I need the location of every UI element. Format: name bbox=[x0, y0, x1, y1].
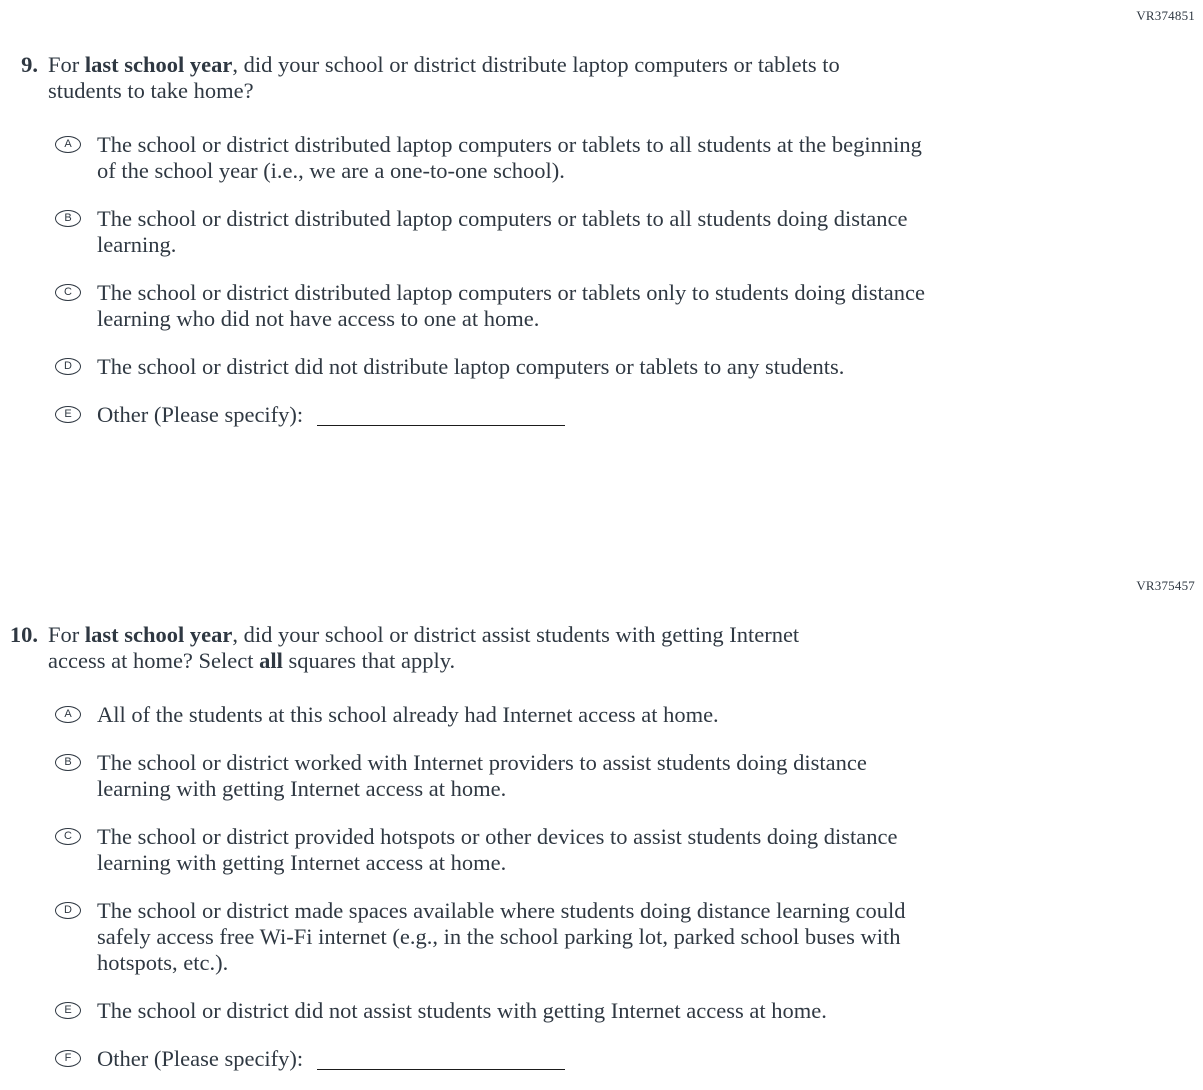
option-text: Other (Please specify): bbox=[97, 402, 565, 428]
answer-bubble-9a[interactable] bbox=[55, 136, 81, 153]
option-text: The school or district distributed laptop computers or tablets only to students doing distance learning who did not have access to one at home. bbox=[97, 280, 925, 331]
option-9e[interactable] bbox=[55, 402, 1203, 428]
question-9 bbox=[0, 52, 1203, 104]
bubble-letter: F bbox=[64, 1052, 72, 1064]
form-code-1: VR374851 bbox=[1136, 8, 1195, 23]
option-10f[interactable] bbox=[55, 1046, 1203, 1072]
option-10a[interactable] bbox=[55, 702, 1203, 728]
question-10-options bbox=[0, 702, 1203, 1072]
question-9-options bbox=[0, 132, 1203, 428]
bubble-letter: B bbox=[64, 756, 72, 768]
answer-bubble-10f[interactable] bbox=[55, 1050, 81, 1067]
answer-bubble-10d[interactable] bbox=[55, 902, 81, 919]
bubble-letter: E bbox=[64, 1004, 72, 1016]
other-specify-blank-10f[interactable] bbox=[317, 1069, 565, 1070]
answer-bubble-10c[interactable] bbox=[55, 828, 81, 845]
bubble-letter: E bbox=[64, 408, 72, 420]
answer-bubble-9b[interactable] bbox=[55, 210, 81, 227]
option-10d[interactable] bbox=[55, 898, 1203, 976]
question-9-text: For last school year, did your school or district distribute laptop computers or tablets to students to take home? bbox=[48, 52, 840, 103]
option-text: The school or district worked with Internet providers to assist students doing distance learning with getting Internet access at home. bbox=[97, 750, 867, 801]
option-text: The school or district did not assist students with getting Internet access at home. bbox=[97, 998, 827, 1023]
answer-bubble-9d[interactable] bbox=[55, 358, 81, 375]
bubble-letter: A bbox=[64, 708, 72, 720]
option-9c[interactable] bbox=[55, 280, 1203, 332]
bubble-letter: D bbox=[64, 360, 72, 372]
bubble-letter: B bbox=[64, 212, 72, 224]
bubble-letter: C bbox=[64, 286, 72, 298]
answer-bubble-9c[interactable] bbox=[55, 284, 81, 301]
bubble-letter: D bbox=[64, 904, 72, 916]
other-specify-blank-9e[interactable] bbox=[317, 425, 565, 426]
answer-bubble-9e[interactable] bbox=[55, 406, 81, 423]
option-9d[interactable] bbox=[55, 354, 1203, 380]
question-10-text: For last school year, did your school or district assist students with getting Internet access at home? Select all squares that apply. bbox=[48, 622, 800, 673]
option-text: The school or district distributed laptop computers or tablets to all students at the beginning of the school year (i.e., we are a one-to-one school). bbox=[97, 132, 922, 183]
option-text: Other (Please specify): bbox=[97, 1046, 565, 1072]
question-9-number: 9. bbox=[21, 52, 38, 77]
option-10b[interactable] bbox=[55, 750, 1203, 802]
option-9b[interactable] bbox=[55, 206, 1203, 258]
bubble-letter: C bbox=[64, 830, 72, 842]
answer-bubble-10e[interactable] bbox=[55, 1002, 81, 1019]
option-text: The school or district made spaces available where students doing distance learning could safely access free Wi-Fi internet (e.g., in the school parking lot, parked school buses with hotspots, etc.). bbox=[97, 898, 906, 975]
answer-bubble-10b[interactable] bbox=[55, 754, 81, 771]
option-text: The school or district distributed laptop computers or tablets to all students doing distance learning. bbox=[97, 206, 908, 257]
option-10e[interactable] bbox=[55, 998, 1203, 1024]
option-9a[interactable] bbox=[55, 132, 1203, 184]
question-10 bbox=[0, 622, 1203, 674]
option-text: The school or district provided hotspots or other devices to assist students doing distance learning with getting Internet access at home. bbox=[97, 824, 898, 875]
option-10c[interactable] bbox=[55, 824, 1203, 876]
option-text: The school or district did not distribute laptop computers or tablets to any students. bbox=[97, 354, 845, 379]
option-text: All of the students at this school already had Internet access at home. bbox=[97, 702, 719, 727]
answer-bubble-10a[interactable] bbox=[55, 706, 81, 723]
bubble-letter: A bbox=[64, 138, 72, 150]
form-code-2: VR375457 bbox=[1136, 578, 1195, 593]
question-10-number: 10. bbox=[9, 622, 38, 647]
section-divider-space bbox=[0, 428, 1203, 578]
